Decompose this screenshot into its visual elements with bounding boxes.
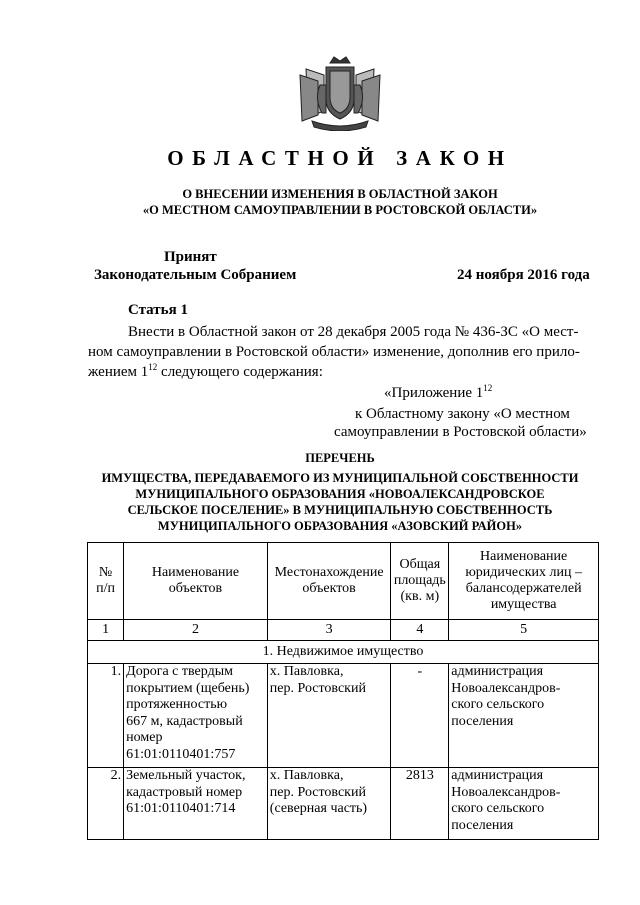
law-subtitle-line2: «О МЕСТНОМ САМОУПРАВЛЕНИИ В РОСТОВСКОЙ ОБЛАСТИ» [142, 203, 538, 217]
law-title: ОБЛАСТНОЙ ЗАКОН [167, 146, 513, 170]
table-header-row [88, 543, 599, 620]
row-name: Дорога с твердым покрытием (щебень) протяженностью 667 м, кадастровый номер 61:01:0110401:757 [124, 664, 268, 768]
column-number: 3 [267, 620, 391, 641]
header-cell-name: Наименование объектов [124, 543, 268, 620]
list-heading: ПЕРЕЧЕНЬ [305, 451, 375, 465]
adopted-label: Принят [164, 249, 217, 265]
row-holder: администрация Новоалександров- ского сельского поселения [449, 664, 599, 768]
list-title-line1: ИМУЩЕСТВА, ПЕРЕДАВАЕМОГО ИЗ МУНИЦИПАЛЬНОЙ СОБСТВЕННОСТИ [101, 471, 579, 485]
appendix-line1: «Приложение $1^{12}$ [384, 383, 493, 401]
column-number: 5 [449, 620, 599, 641]
column-number-row [88, 620, 599, 641]
adopted-by: Законодательным Собранием [94, 267, 297, 283]
header-cell-location: Местонахождение объектов [267, 543, 391, 620]
section-title: 1. Недвижимое имущество [88, 641, 599, 664]
row-number: 2. [88, 768, 124, 840]
row-holder: администрация Новоалександров- ского сельского поселения [449, 768, 599, 840]
table-row [88, 768, 599, 840]
appendix-line2: к Областному закону «О местном [355, 406, 570, 422]
header-cell-holder: Наименование юридических лиц – балансодержателей имущества [449, 543, 599, 620]
row-name: Земельный участок, кадастровый номер 61:01:0110401:714 [124, 768, 268, 840]
property-table [87, 542, 599, 840]
section-row [88, 641, 599, 664]
row-area: 2813 [391, 768, 449, 840]
article-text-line1: Внести в Областной закон от 28 декабря 2005 года № 436-ЗС «О мест- [128, 324, 579, 340]
coat-of-arms-emblem [296, 55, 384, 131]
article-text-line2: ном самоуправлении в Ростовской области» изменение, дополнив его прило- [88, 344, 580, 360]
column-number: 1 [88, 620, 124, 641]
list-title-line2: МУНИЦИПАЛЬНОГО ОБРАЗОВАНИЯ «НОВОАЛЕКСАНДРОВСКОЕ [135, 487, 545, 501]
article-heading: Статья 1 [128, 302, 188, 318]
header-cell-num: № п/п [88, 543, 124, 620]
article-text-line3: жением $1^{12}$ следующего содержания: [88, 362, 323, 380]
adopted-date: 24 ноября 2016 года [457, 267, 590, 283]
row-number: 1. [88, 664, 124, 768]
appendix-line3: самоуправлении в Ростовской области» [334, 424, 587, 440]
row-location: х. Павловка, пер. Ростовский (северная часть) [267, 768, 391, 840]
table-row [88, 664, 599, 768]
column-number: 4 [391, 620, 449, 641]
list-title-line4: МУНИЦИПАЛЬНОГО ОБРАЗОВАНИЯ «АЗОВСКИЙ РАЙОН» [157, 519, 523, 533]
list-title-line3: СЕЛЬСКОЕ ПОСЕЛЕНИЕ» В МУНИЦИПАЛЬНУЮ СОБСТВЕННОСТЬ [127, 503, 553, 517]
header-cell-area: Общая площадь (кв. м) [391, 543, 449, 620]
row-location: х. Павловка, пер. Ростовский [267, 664, 391, 768]
row-area: - [391, 664, 449, 768]
column-number: 2 [124, 620, 268, 641]
law-subtitle-line1: О ВНЕСЕНИИ ИЗМЕНЕНИЯ В ОБЛАСТНОЙ ЗАКОН [182, 187, 498, 201]
